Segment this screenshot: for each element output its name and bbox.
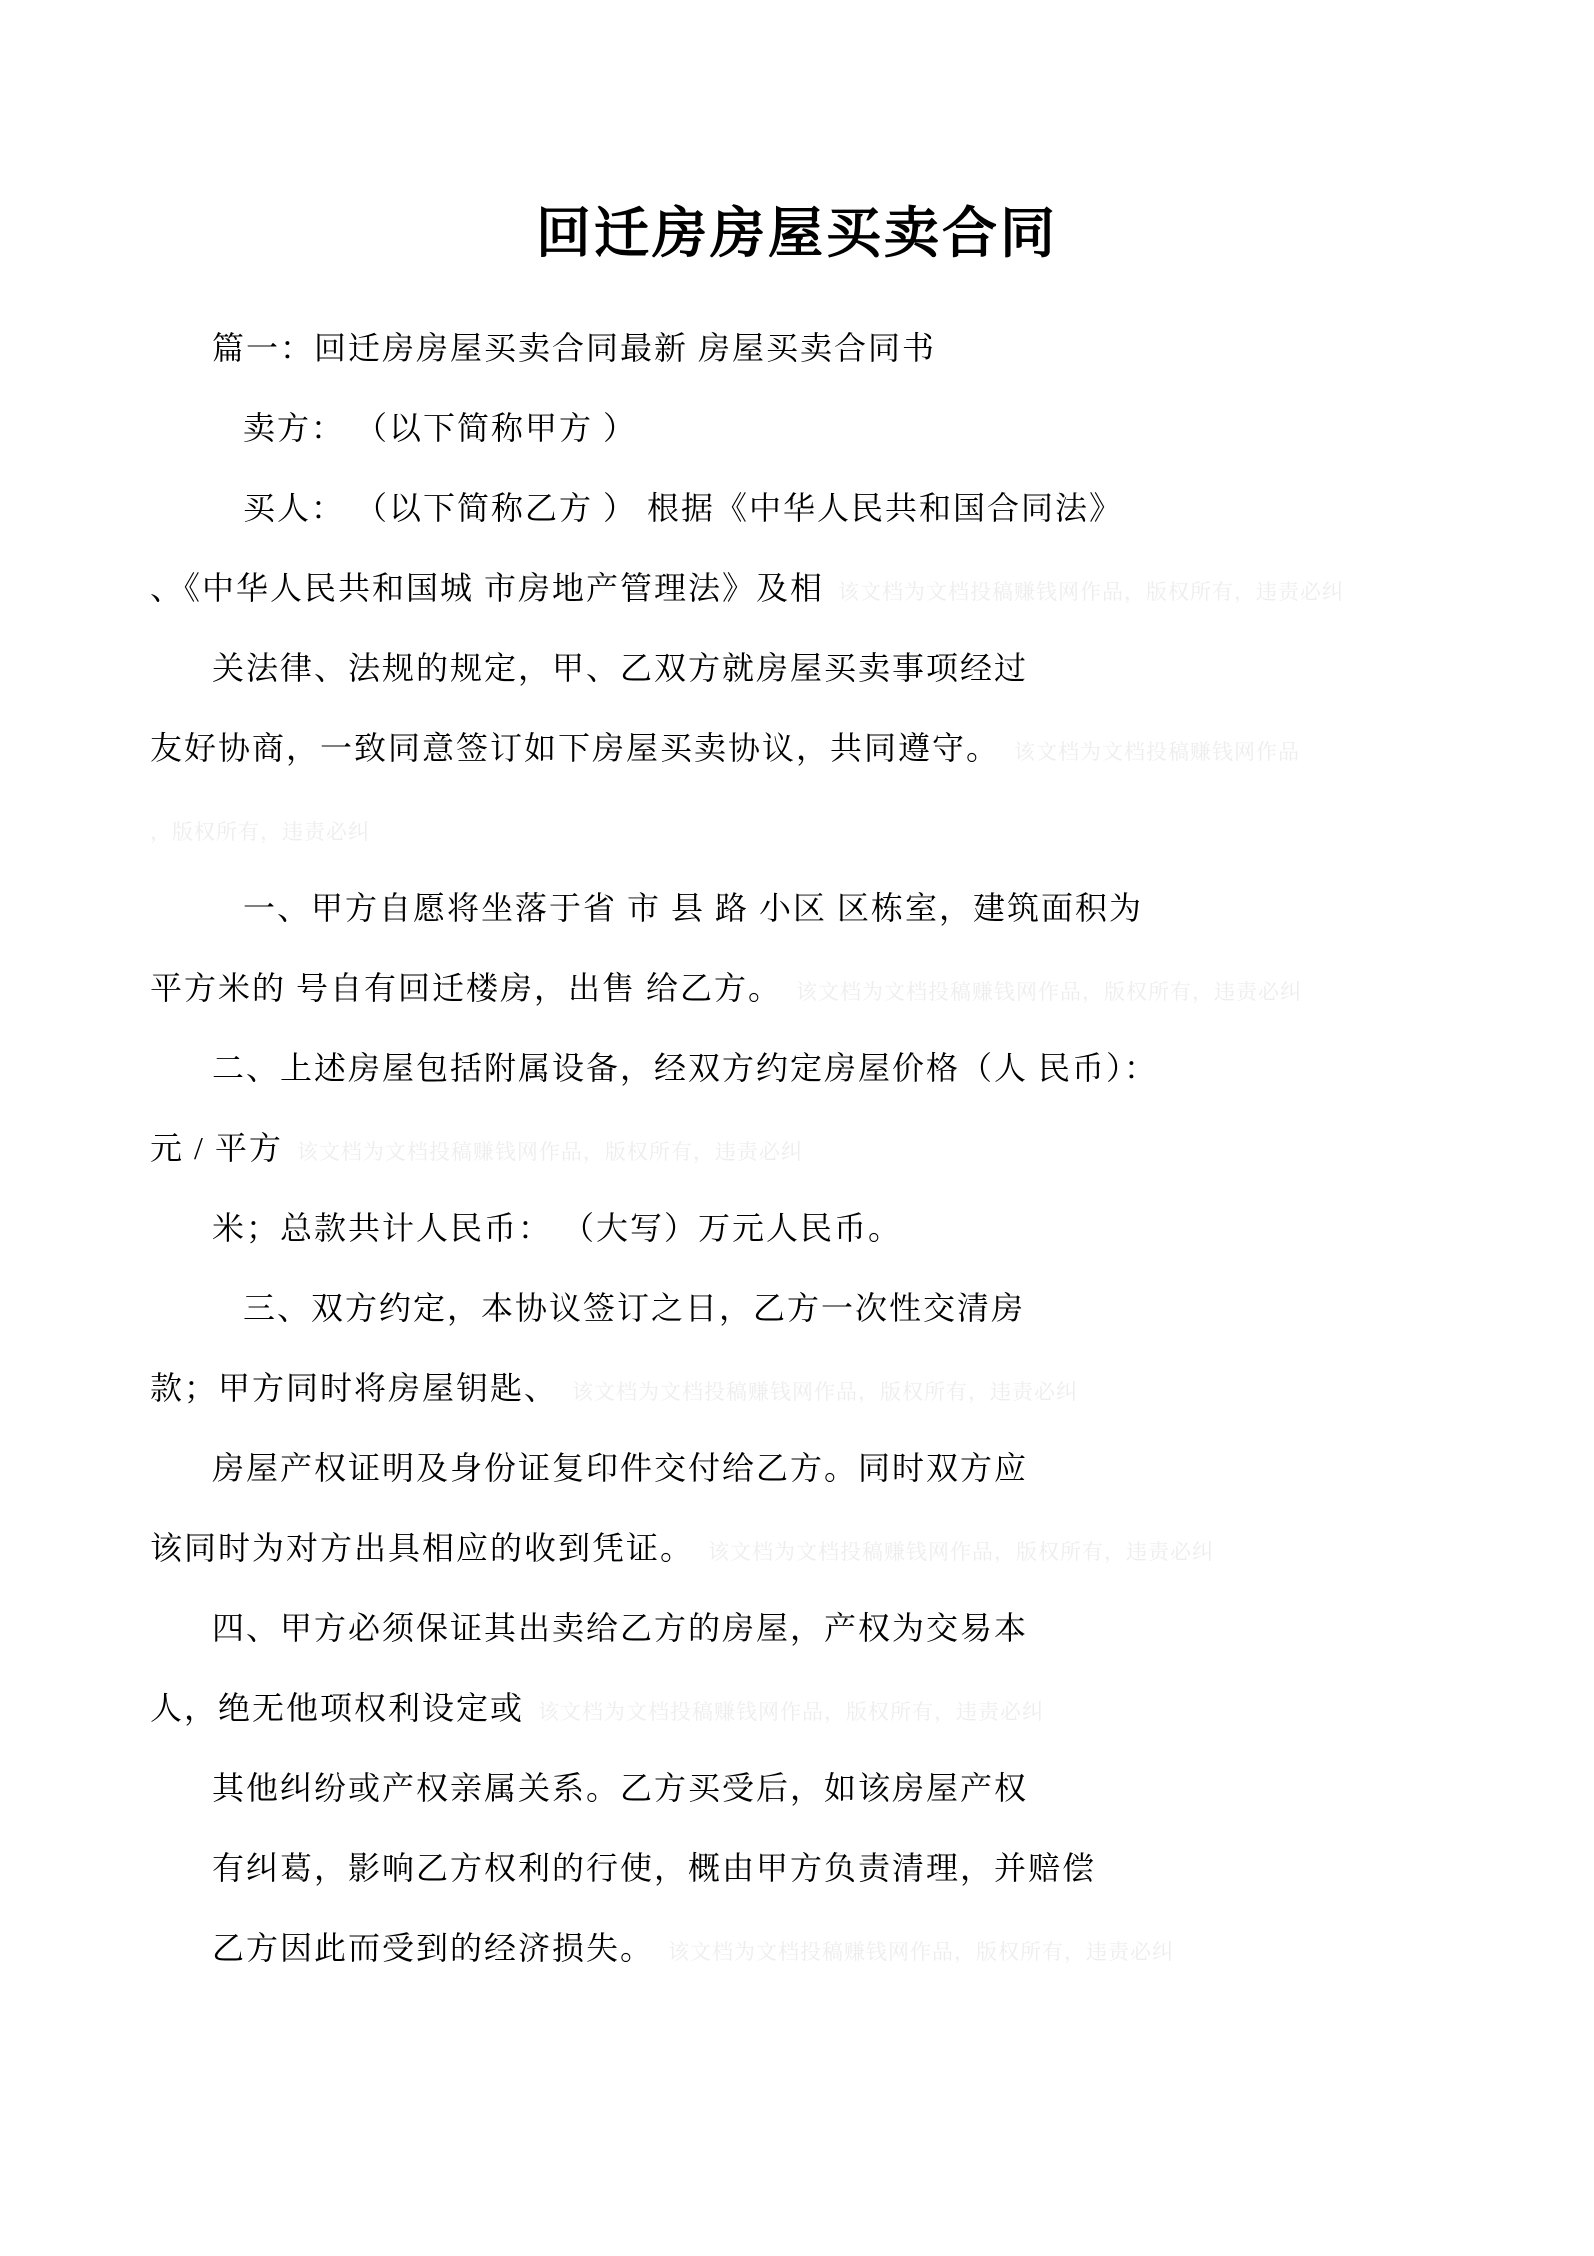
line-text: 卖方： （以下简称甲方 ） [243,410,638,446]
line-text: 三、双方约定，本协议签订之日，乙方一次性交清房 [243,1290,1026,1326]
text-line [150,1668,1474,1748]
line-text: 款；甲方同时将房屋钥匙、 [150,1370,559,1406]
text-line [150,1828,1474,1908]
watermark-text: 该文档为文档投稿赚钱网作品，版权所有，违责必纠 [572,1380,1079,1404]
watermark-text: 该文档为文档投稿赚钱网作品，版权所有，违责必纠 [538,1700,1045,1724]
text-line [150,388,1474,468]
watermark-text: 该文档为文档投稿赚钱网作品 [1014,740,1301,764]
line-text: 友好协商，一致同意签订如下房屋买卖协议，共同遵守。 [150,730,1001,766]
watermark-text: ，版权所有，违责必纠 [150,820,370,844]
watermark-text: 该文档为文档投稿赚钱网作品，版权所有，违责必纠 [838,580,1345,604]
text-line [150,708,1474,788]
text-line [150,1508,1474,1588]
text-line [150,468,1474,548]
document-title: 回迁房房屋买卖合同 [535,202,1058,264]
text-line [150,1188,1474,1268]
line-text: 其他纠纷或产权亲属关系。乙方买受后，如该房屋产权 [212,1770,1029,1806]
text-line [150,1748,1474,1828]
text-line [150,948,1474,1028]
line-text: 元 / 平方 [150,1130,283,1166]
text-line [150,628,1474,708]
line-text: 有纠葛，影响乙方权利的行使，概由甲方负责清理，并赔偿 [212,1850,1097,1886]
line-text: 乙方因此而受到的经济损失。 [212,1930,655,1966]
text-line [150,1028,1474,1108]
line-text: 关法律、法规的规定，甲、乙双方就房屋买卖事项经过 [212,650,1029,686]
line-text: 人，绝无他项权利设定或 [150,1690,525,1726]
line-text: 一、甲方自愿将坐落于省 市 县 路 小区 区栋室，建筑面积为 [243,890,1144,926]
line-text: 篇一：回迁房房屋买卖合同最新 房屋买卖合同书 [212,330,937,366]
text-line [150,1268,1474,1348]
watermark-text: 该文档为文档投稿赚钱网作品，版权所有，违责必纠 [668,1940,1175,1964]
line-text: 该同时为对方出具相应的收到凭证。 [150,1530,695,1566]
text-line [150,1428,1474,1508]
line-text: 二、上述房屋包括附属设备，经双方约定房屋价格（人 民币）： [212,1050,1159,1086]
text-line [150,308,1474,388]
line-text: 房屋产权证明及身份证复印件交付给乙方。同时双方应 [212,1450,1029,1486]
watermark-text: 该文档为文档投稿赚钱网作品，版权所有，违责必纠 [796,980,1303,1004]
document-body [150,308,1474,1988]
text-line [150,1588,1474,1668]
text-line [150,1108,1474,1188]
text-line [150,788,1474,868]
text-line [150,1348,1474,1428]
text-line [150,1908,1474,1988]
line-text: 、《中华人民共和国城 市房地产管理法》及相 [150,570,825,606]
text-line [150,868,1474,948]
line-text: 买人： （以下简称乙方 ） 根据《中华人民共和国合同法》 [243,490,1124,526]
line-text: 米；总款共计人民币： （大写）万元人民币。 [212,1210,903,1246]
watermark-text: 该文档为文档投稿赚钱网作品，版权所有，违责必纠 [296,1140,803,1164]
watermark-text: 该文档为文档投稿赚钱网作品，版权所有，违责必纠 [708,1540,1215,1564]
line-text: 平方米的 号自有回迁楼房，出售 给乙方。 [150,970,783,1006]
line-text: 四、甲方必须保证其出卖给乙方的房屋，产权为交易本 [212,1610,1029,1646]
text-line [150,548,1474,628]
